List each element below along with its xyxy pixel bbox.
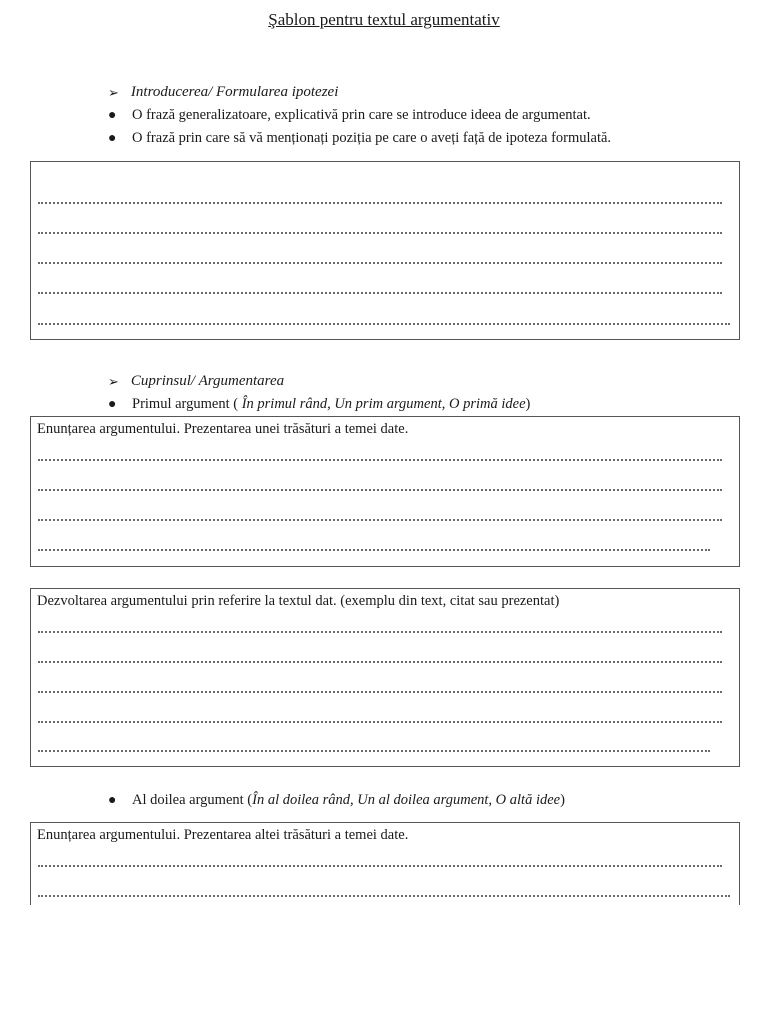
arrow-bullet-icon: ➢: [108, 373, 119, 389]
bullet-dot-icon: ●: [108, 793, 117, 808]
dotted-line: [38, 549, 710, 551]
bullet-label: Primul argument (: [132, 396, 242, 412]
dotted-line: [38, 262, 722, 264]
box-lead-text: Dezvoltarea argumentului prin referire la textul dat. (exemplu din text, citat sau prezentat): [37, 593, 560, 609]
dotted-line: [38, 661, 722, 663]
section-heading-text: Cuprinsul/ Argumentarea: [130, 373, 285, 389]
writing-box-first-argument-statement[interactable]: [30, 416, 740, 567]
dotted-line: [38, 631, 722, 633]
bullet-label: Al doilea argument (: [132, 792, 253, 808]
dotted-line: [38, 721, 722, 723]
box-lead-text: Enunțarea argumentului. Prezentarea unei trăsături a temei date.: [37, 421, 409, 437]
dotted-line: [38, 202, 722, 204]
bullet-text: O frază prin care să vă menționați poziția pe care o aveți față de ipoteza formulată.: [132, 130, 612, 146]
bullet-item-second-argument: [108, 792, 565, 809]
bullet-item: [108, 130, 611, 147]
dotted-line: [38, 895, 730, 897]
section-heading-body: [108, 373, 284, 390]
bullet-close: ): [525, 396, 531, 412]
document-title: Şablon pentru textul argumentativ: [268, 10, 500, 29]
bullet-examples: În al doilea rând, Un al doilea argument, O altă idee: [252, 792, 561, 808]
dotted-line: [38, 323, 730, 325]
arrow-bullet-icon: ➢: [108, 84, 119, 100]
dotted-line: [38, 489, 722, 491]
bullet-dot-icon: ●: [108, 397, 117, 412]
bullet-dot-icon: ●: [108, 131, 117, 146]
bullet-item: [108, 107, 591, 124]
section-heading-introduction: [108, 84, 338, 101]
bullet-examples: În primul rând, Un prim argument, O primă idee: [241, 396, 526, 412]
bullet-dot-icon: ●: [108, 108, 117, 123]
bullet-text: O frază generalizatoare, explicativă prin care se introduce ideea de argumentat.: [132, 107, 591, 123]
dotted-line: [38, 750, 710, 752]
dotted-line: [38, 232, 722, 234]
dotted-line: [38, 292, 722, 294]
writing-box-first-argument-development[interactable]: [30, 588, 740, 767]
bullet-item-first-argument: [108, 396, 530, 413]
box-lead-text: Enunțarea argumentului. Prezentarea altei trăsături a temei date.: [37, 827, 409, 843]
dotted-line: [38, 459, 722, 461]
page-cutoff: [0, 905, 768, 1024]
dotted-line: [38, 691, 722, 693]
dotted-line: [38, 519, 722, 521]
section-heading-text: Introducerea/ Formularea ipotezei: [130, 84, 339, 100]
bullet-close: ): [560, 792, 565, 808]
writing-box-introduction[interactable]: [30, 161, 740, 340]
dotted-line: [38, 865, 722, 867]
